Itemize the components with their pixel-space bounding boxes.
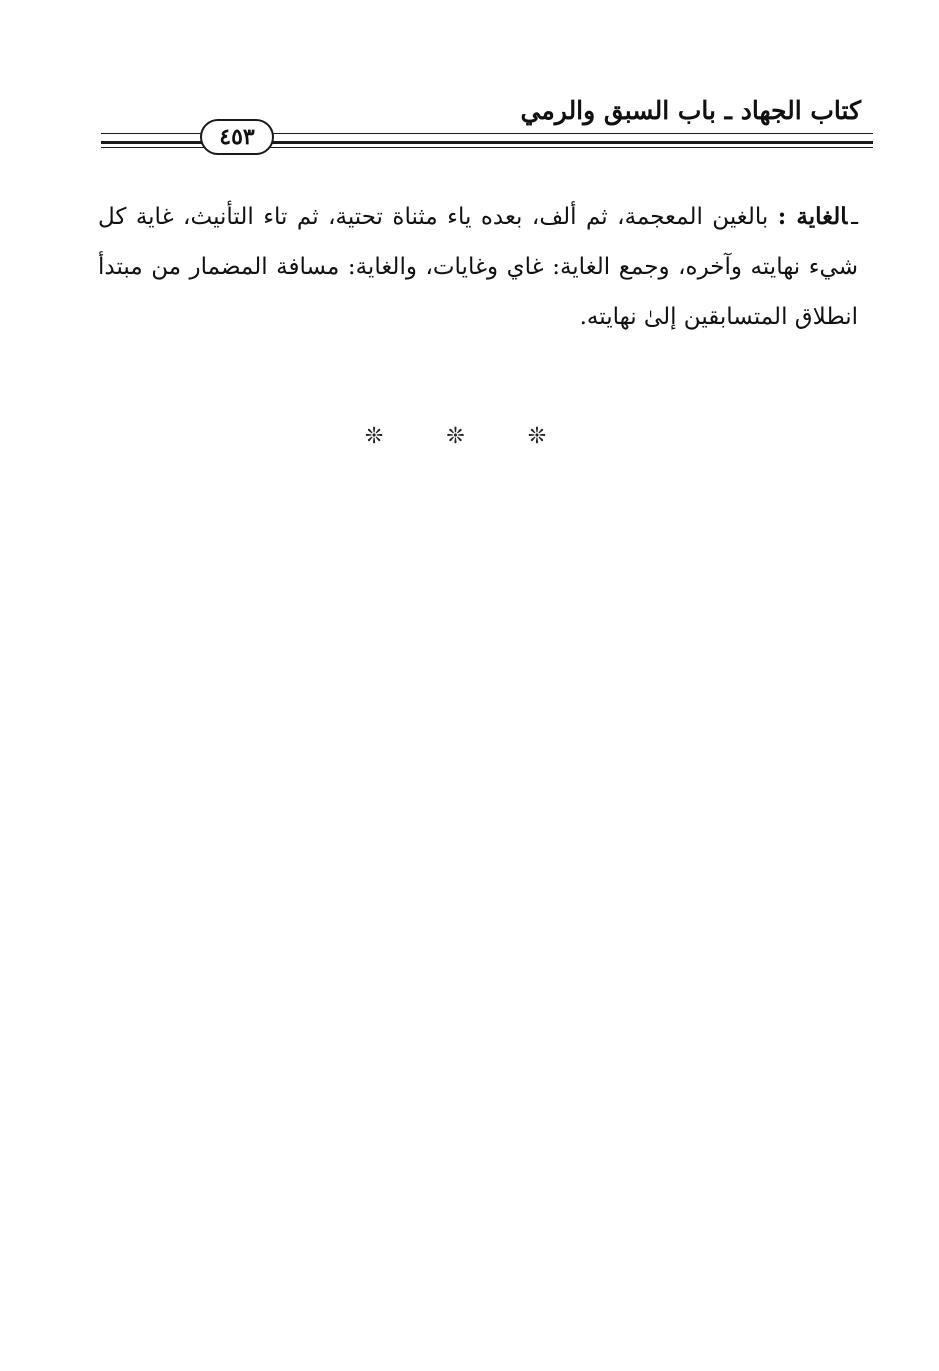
entry-term: الغاية : [777, 203, 848, 230]
section-end-ornament: ❊ ❊ ❊ [364, 424, 575, 449]
running-header-title: كتاب الجهاد ـ باب السبق والرمي [520, 96, 861, 125]
glossary-entry [98, 192, 858, 342]
entry-definition: بالغين المعجمة، ثم ألف، بعده ياء مثناة تحتية، ثم تاء التأنيث، غاية كل شيء نهايته وآخره، وجمع الغاية: غاي وغايات، والغاية: مسافة المضمار من مبتدأ انطلاق المتسابقين إلىٰ نهايته. [98, 204, 858, 330]
page-number: ٤٥٣ [200, 119, 274, 155]
entry-dash: ـ [851, 204, 858, 230]
